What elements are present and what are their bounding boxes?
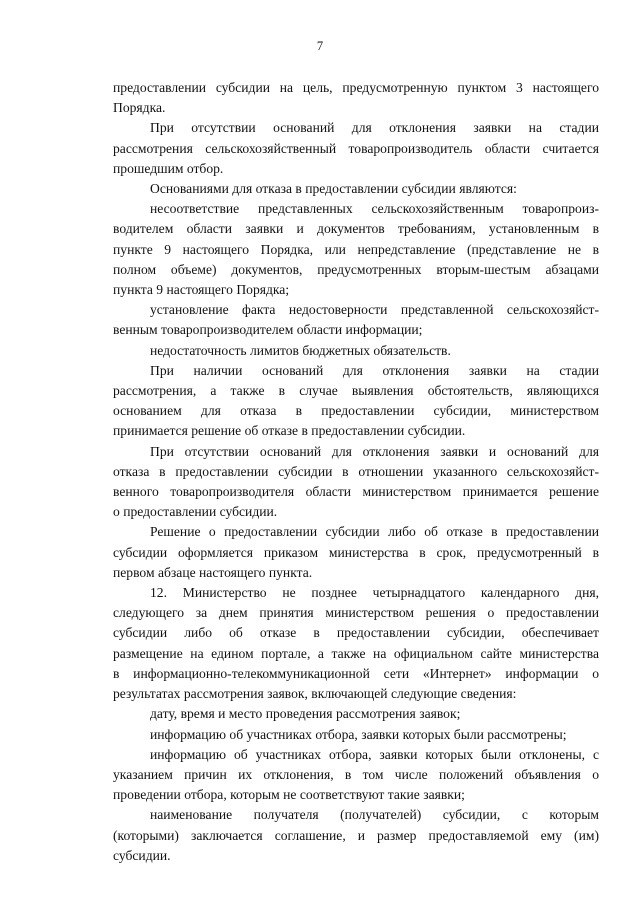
text-line: основанием для отказа в предоставлении субсидии, министерством: [113, 403, 599, 419]
document-body: [113, 78, 599, 866]
text-line: проведении отбора, которым не соответствуют такие заявки;: [113, 787, 465, 803]
text-line: несоответствие представленных сельскохозяйственным товаропроиз-: [150, 201, 599, 217]
paragraph: [113, 300, 599, 340]
text-line: отказа в предоставлении субсидии в отношении указанного сельскохозяйст-: [113, 463, 599, 479]
text-line: в информационно-телекоммуникационной сети «Интернет» информации о: [113, 665, 599, 681]
text-line: рассмотрения сельскохозяйственный товаропроизводитель области считается: [113, 140, 599, 156]
text-line: венного товаропроизводителя области министерством принимается решение: [113, 484, 599, 500]
text-line: указанием причин их отклонения, в том числе положений объявления о: [113, 766, 599, 782]
text-line: водителем области заявки и документов требованиям, установленным в: [113, 221, 599, 237]
paragraph: [113, 583, 599, 704]
text-line: рассмотрения, а также в случае выявления обстоятельств, являющихся: [113, 383, 599, 399]
text-line: информацию об участниках отбора, заявки которых были отклонены, с: [150, 746, 599, 762]
text-line: следующего за днем принятия министерством решения о предоставлении: [113, 605, 599, 621]
text-line: пункта 9 настоящего Порядка;: [113, 282, 290, 298]
text-line: (которыми) заключается соглашение, и размер предоставляемой ему (им): [113, 827, 599, 843]
paragraph: [113, 118, 599, 179]
text-line: При отсутствии оснований для отклонения заявки и оснований для: [150, 443, 599, 459]
paragraph: [113, 78, 599, 118]
text-line: первом абзаце настоящего пункта.: [113, 564, 313, 580]
text-line: пункте 9 настоящего Порядка, или непредставление (представление не в: [113, 241, 599, 257]
text-line: о предоставлении субсидии.: [113, 504, 278, 520]
paragraph: [113, 442, 599, 523]
text-line: установление факта недостоверности представленной сельскохозяйст-: [150, 302, 599, 318]
text-line: Порядка.: [113, 100, 166, 116]
text-line: дату, время и место проведения рассмотрения заявок;: [150, 706, 461, 722]
paragraph: [113, 522, 599, 583]
text-line: венным товаропроизводителем области информации;: [113, 322, 423, 338]
text-line: размещение на едином портале, а также на официальном сайте министерства: [113, 645, 599, 661]
text-line: наименование получателя (получателей) субсидии, с которым: [150, 807, 599, 823]
text-line: предоставлении субсидии на цель, предусмотренную пунктом 3 настоящего: [113, 80, 599, 95]
paragraph: [113, 725, 599, 745]
paragraph: [113, 805, 599, 866]
text-line: результатах рассмотрения заявок, включающей следующие сведения:: [113, 686, 517, 702]
text-line: Решение о предоставлении субсидии либо об отказе в предоставлении: [150, 524, 599, 540]
text-line: Основаниями для отказа в предоставлении субсидии являются:: [150, 181, 517, 197]
text-line: полном объеме) документов, предусмотренных вторым-шестым абзацами: [113, 261, 599, 277]
text-line: недостаточность лимитов бюджетных обязательств.: [150, 342, 451, 358]
paragraph: [113, 199, 599, 300]
paragraph: [113, 745, 599, 806]
text-line: принимается решение об отказе в предоставлении субсидии.: [113, 423, 466, 439]
text-line: субсидии.: [113, 847, 171, 863]
paragraph: [113, 179, 599, 199]
paragraph: [113, 361, 599, 442]
text-line: прошедшим отбор.: [113, 160, 224, 176]
text-line: субсидии либо об отказе в предоставлении субсидии, обеспечивает: [113, 625, 599, 641]
paragraph: [113, 704, 599, 724]
page-number: 7: [316, 39, 324, 53]
text-line: субсидии оформляется приказом министерства в срок, предусмотренный в: [113, 544, 599, 560]
text-line: При отсутствии оснований для отклонения заявки на стадии: [150, 120, 599, 136]
text-line: информацию об участниках отбора, заявки которых были рассмотрены;: [150, 726, 567, 742]
text-line: При наличии оснований для отклонения заявки на стадии: [150, 362, 599, 378]
paragraph: [113, 341, 599, 361]
text-line: 12. Министерство не позднее четырнадцатого календарного дня,: [150, 585, 599, 601]
